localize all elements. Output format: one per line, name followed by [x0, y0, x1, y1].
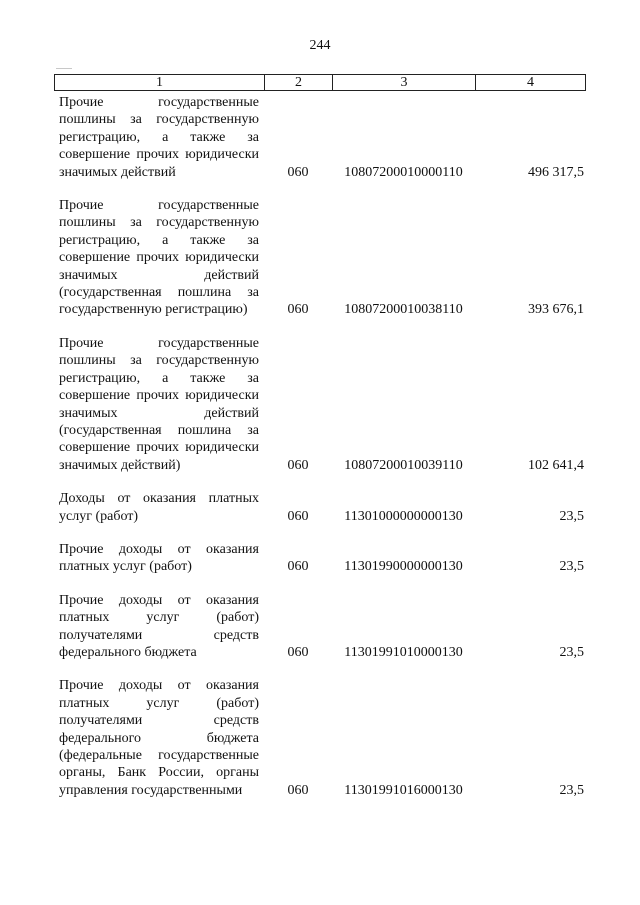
table-row: [54, 677, 586, 799]
row-kbk: 11301000000000130: [344, 508, 463, 524]
row-code: 060: [287, 559, 309, 575]
row-amount: 496 317,5: [528, 164, 584, 180]
row-code: 060: [287, 164, 309, 180]
table-row: [54, 197, 586, 319]
scan-artifact: [56, 68, 72, 69]
column-header-4: 4: [527, 75, 534, 90]
row-kbk: 10807200010039110: [344, 457, 463, 473]
row-name: Доходы от оказания платных услуг (работ): [59, 491, 259, 524]
row-name: Прочие доходы от оказания платных услуг (работ): [59, 541, 259, 575]
row-code: 060: [287, 508, 309, 524]
row-amount: 23,5: [559, 508, 584, 524]
row-kbk: 11301990000000130: [344, 559, 463, 575]
row-name: Прочие государственные пошлины за государственную регистрацию, а также за совершение прочих юридически значимых действий (государственная пошлина за государственную регистрацию): [59, 198, 259, 318]
column-header-1: 1: [55, 75, 265, 90]
row-amount: 23,5: [559, 782, 584, 798]
row-kbk: 11301991016000130: [344, 782, 463, 798]
row-amount: 23,5: [559, 644, 584, 660]
row-kbk: 10807200010038110: [344, 302, 463, 318]
row-kbk: 11301991010000130: [344, 644, 463, 660]
table-header: [54, 74, 586, 91]
row-name: Прочие доходы от оказания платных услуг (работ) получателями средств федерального бюджета: [59, 592, 259, 660]
table-row: [54, 592, 586, 662]
table-body: [54, 94, 586, 815]
row-kbk: 10807200010000110: [344, 164, 463, 180]
row-name: Прочие государственные пошлины за государственную регистрацию, а также за совершение прочих юридически значимых действий (государственная пошлина за совершение прочих юридически значимых действий): [59, 335, 259, 473]
table-row: [54, 335, 586, 474]
table-row: [54, 541, 586, 576]
row-amount: 102 641,4: [528, 457, 584, 473]
row-code: 060: [287, 644, 309, 660]
row-code: 060: [287, 457, 309, 473]
row-amount: 23,5: [559, 559, 584, 575]
row-name: Прочие государственные пошлины за государственную регистрацию, а также за совершение прочих юридически значимых действий: [59, 95, 259, 180]
row-amount: 393 676,1: [528, 302, 584, 318]
row-code: 060: [287, 302, 309, 318]
column-header-3: 3: [333, 75, 476, 90]
row-name: Прочие доходы от оказания платных услуг (работ) получателями средств федерального бюджета (федеральные государственные органы, Банк России, органы управления государственными: [59, 678, 259, 798]
page-number: 244: [309, 38, 331, 53]
column-header-2: 2: [265, 75, 333, 90]
table-row: [54, 490, 586, 525]
row-code: 060: [287, 782, 309, 798]
table-row: [54, 94, 586, 181]
